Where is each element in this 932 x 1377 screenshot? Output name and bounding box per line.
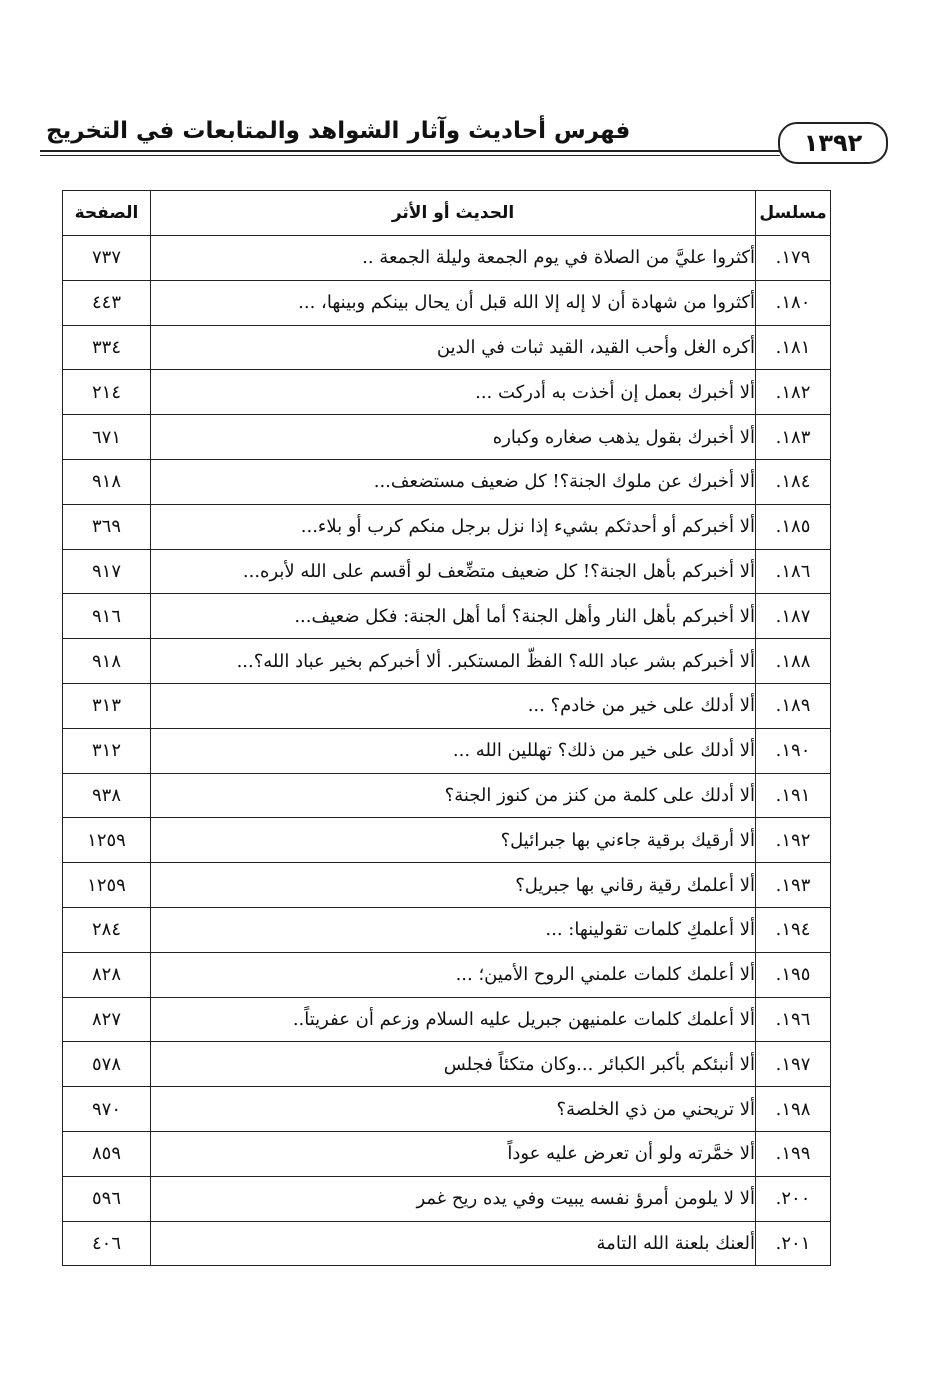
page-number-cell: ٢٨٤ xyxy=(63,907,151,952)
page-number-cell: ٥٧٨ xyxy=(63,1042,151,1087)
serial-cell: ١٩٠. xyxy=(756,728,831,773)
page-number-cell: ٩١٨ xyxy=(63,639,151,684)
table-row xyxy=(63,236,831,281)
hadith-text-cell: ألا لا يلومن أمرؤ نفسه يبيت وفي يده ريح غمر xyxy=(151,1176,756,1221)
hadith-text-cell: ألا أعلمك كلمات علمني الروح الأمين؛ ... xyxy=(151,952,756,997)
serial-cell: ١٨٠. xyxy=(756,280,831,325)
table-row xyxy=(63,415,831,460)
hadith-text-cell: ألا أخبركم بأهل النار وأهل الجنة؟ أما أهل الجنة: فكل ضعيف... xyxy=(151,594,756,639)
hadith-text-cell: ألا أرقيك برقية جاءني بها جبرائيل؟ xyxy=(151,818,756,863)
hadith-text-cell: أكره الغل وأحب القيد، القيد ثبات في الدين xyxy=(151,325,756,370)
hadith-text-cell: ألا أخبرك بعمل إن أخذت به أدركت ... xyxy=(151,370,756,415)
page-number-cell: ٩١٨ xyxy=(63,459,151,504)
page-number-cell: ٨٢٧ xyxy=(63,997,151,1042)
table-row xyxy=(63,1131,831,1176)
index-table xyxy=(62,190,831,1266)
page-number-cell: ٦٧١ xyxy=(63,415,151,460)
serial-column-header: مسلسل xyxy=(756,191,831,236)
page-header xyxy=(40,108,900,168)
hadith-text-cell: ألا أعلمكِ كلمات تقولينها: ... xyxy=(151,907,756,952)
serial-cell: ١٩٩. xyxy=(756,1131,831,1176)
running-title: فهرس أحاديث وآثار الشواهد والمتابعات في التخريج xyxy=(46,118,631,144)
serial-cell: ١٨٢. xyxy=(756,370,831,415)
table-row xyxy=(63,1176,831,1221)
page-number-cell: ١٢٥٩ xyxy=(63,818,151,863)
serial-cell: ١٨٤. xyxy=(756,459,831,504)
page-number-cell: ٩٣٨ xyxy=(63,773,151,818)
serial-cell: ١٩٦. xyxy=(756,997,831,1042)
table-row xyxy=(63,594,831,639)
serial-cell: ١٩٢. xyxy=(756,818,831,863)
table-body xyxy=(63,236,831,1266)
page-number-badge: ١٣٩٢ xyxy=(778,122,888,164)
serial-cell: ٢٠١. xyxy=(756,1221,831,1266)
serial-cell: ١٨٧. xyxy=(756,594,831,639)
page-number-cell: ٨٢٨ xyxy=(63,952,151,997)
serial-cell: ١٩١. xyxy=(756,773,831,818)
table-row xyxy=(63,997,831,1042)
hadith-text-cell: أكثروا من شهادة أن لا إله إلا الله قبل أن يحال بينكم وبينها، ... xyxy=(151,280,756,325)
page-number-cell: ٩٧٠ xyxy=(63,1087,151,1132)
page-number-cell: ١٢٥٩ xyxy=(63,863,151,908)
serial-cell: ١٩٥. xyxy=(756,952,831,997)
page-number-cell: ٣١٢ xyxy=(63,728,151,773)
serial-cell: ١٨٨. xyxy=(756,639,831,684)
table-row xyxy=(63,863,831,908)
table-row xyxy=(63,728,831,773)
page-number-cell: ٩١٦ xyxy=(63,594,151,639)
page-column-header: الصفحة xyxy=(63,191,151,236)
table-row xyxy=(63,370,831,415)
page-number-cell: ٩١٧ xyxy=(63,549,151,594)
text-column-header: الحديث أو الأثر xyxy=(151,191,756,236)
hadith-text-cell: ألا أخبرك عن ملوك الجنة؟! كل ضعيف مستضعف... xyxy=(151,459,756,504)
page-number-cell: ٧٣٧ xyxy=(63,236,151,281)
serial-cell: ١٧٩. xyxy=(756,236,831,281)
hadith-text-cell: ألا أعلمك كلمات علمنيهن جبريل عليه السلام وزعم أن عفريتاً.. xyxy=(151,997,756,1042)
serial-cell: ١٨١. xyxy=(756,325,831,370)
hadith-text-cell: ألا أدلك على خير من ذلك؟ تهللين الله ... xyxy=(151,728,756,773)
hadith-text-cell: ألعنك بلعنة الله التامة xyxy=(151,1221,756,1266)
hadith-text-cell: أكثروا عليَّ من الصلاة في يوم الجمعة وليلة الجمعة .. xyxy=(151,236,756,281)
hadith-text-cell: ألا أدلك على خير من خادم؟ ... xyxy=(151,683,756,728)
table-row xyxy=(63,325,831,370)
hadith-text-cell: ألا أخبرك بقول يذهب صغاره وكباره xyxy=(151,415,756,460)
serial-cell: ١٨٣. xyxy=(756,415,831,460)
page-number-cell: ٣٦٩ xyxy=(63,504,151,549)
table-row xyxy=(63,683,831,728)
table-row xyxy=(63,907,831,952)
table-row xyxy=(63,639,831,684)
table-row xyxy=(63,549,831,594)
serial-cell: ١٩٨. xyxy=(756,1087,831,1132)
hadith-text-cell: ألا أخبركم بشر عباد الله؟ الفظّ المستكبر. ألا أخبركم بخير عباد الله؟... xyxy=(151,639,756,684)
table-header-row xyxy=(63,191,831,236)
serial-cell: ٢٠٠. xyxy=(756,1176,831,1221)
hadith-text-cell: ألا أخبركم أو أحدثكم بشيء إذا نزل برجل منكم كرب أو بلاء... xyxy=(151,504,756,549)
serial-cell: ١٨٥. xyxy=(756,504,831,549)
hadith-text-cell: ألا أعلمك رقية رقاني بها جبريل؟ xyxy=(151,863,756,908)
table-row xyxy=(63,504,831,549)
table-row xyxy=(63,459,831,504)
table-row xyxy=(63,280,831,325)
header-rule-thin xyxy=(40,155,780,156)
serial-cell: ١٩٤. xyxy=(756,907,831,952)
hadith-text-cell: ألا خمَّرته ولو أن تعرض عليه عوداً xyxy=(151,1131,756,1176)
page-number-cell: ٥٩٦ xyxy=(63,1176,151,1221)
page-number-cell: ٤٠٦ xyxy=(63,1221,151,1266)
serial-cell: ١٨٩. xyxy=(756,683,831,728)
hadith-text-cell: ألا أنبئكم بأكبر الكبائر ...وكان متكئاً فجلس xyxy=(151,1042,756,1087)
page-number-cell: ٨٥٩ xyxy=(63,1131,151,1176)
serial-cell: ١٨٦. xyxy=(756,549,831,594)
hadith-text-cell: ألا تريحني من ذي الخلصة؟ xyxy=(151,1087,756,1132)
table-row xyxy=(63,1087,831,1132)
table-row xyxy=(63,952,831,997)
page-number-cell: ٤٤٣ xyxy=(63,280,151,325)
serial-cell: ١٩٣. xyxy=(756,863,831,908)
table-row xyxy=(63,1221,831,1266)
hadith-text-cell: ألا أخبركم بأهل الجنة؟! كل ضعيف متضِّعف لو أقسم على الله لأبره... xyxy=(151,549,756,594)
table-row xyxy=(63,773,831,818)
hadith-text-cell: ألا أدلك على كلمة من كنز من كنوز الجنة؟ xyxy=(151,773,756,818)
table-row xyxy=(63,1042,831,1087)
page-number-cell: ٣١٣ xyxy=(63,683,151,728)
header-rule xyxy=(40,150,780,152)
serial-cell: ١٩٧. xyxy=(756,1042,831,1087)
table-row xyxy=(63,818,831,863)
page-number-cell: ٢١٤ xyxy=(63,370,151,415)
page-number-cell: ٣٣٤ xyxy=(63,325,151,370)
